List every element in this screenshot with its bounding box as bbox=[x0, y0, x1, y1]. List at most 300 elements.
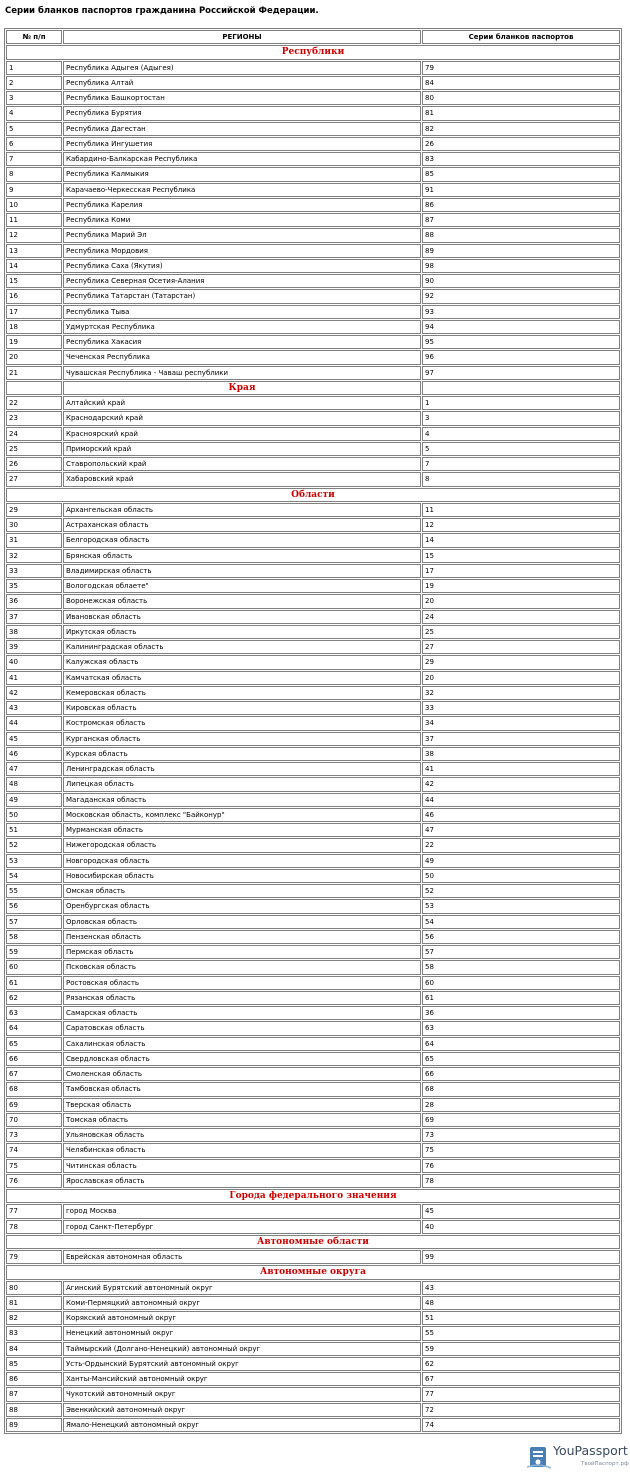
cell-series: 88 bbox=[422, 228, 620, 242]
cell-region: Ямало-Ненецкий автономный округ bbox=[63, 1418, 421, 1432]
header-num: № п/п bbox=[6, 30, 62, 44]
cell-region: Республика Хакасия bbox=[63, 335, 421, 349]
cell-region: Омская область bbox=[63, 884, 421, 898]
cell-region: Иркутская область bbox=[63, 625, 421, 639]
cell-series: 47 bbox=[422, 823, 620, 837]
cell-num: 18 bbox=[6, 320, 62, 334]
cell-series: 66 bbox=[422, 1067, 620, 1081]
cell-region: Курганская область bbox=[63, 732, 421, 746]
cell-num: 61 bbox=[6, 976, 62, 990]
table-row bbox=[6, 1052, 620, 1066]
cell-series: 59 bbox=[422, 1342, 620, 1356]
cell-series: 11 bbox=[422, 503, 620, 517]
cell-num: 23 bbox=[6, 411, 62, 425]
cell-num: 1 bbox=[6, 61, 62, 75]
cell-region: Орловская область bbox=[63, 915, 421, 929]
section-title: Края bbox=[63, 381, 421, 395]
section-title: Автономные округа bbox=[6, 1265, 620, 1279]
cell-num: 86 bbox=[6, 1372, 62, 1386]
table-row bbox=[6, 762, 620, 776]
cell-region: Рязанская область bbox=[63, 991, 421, 1005]
cell-num: 38 bbox=[6, 625, 62, 639]
table-row bbox=[6, 411, 620, 425]
cell-series: 45 bbox=[422, 1204, 620, 1218]
cell-num: 76 bbox=[6, 1174, 62, 1188]
cell-series: 90 bbox=[422, 274, 620, 288]
cell-series: 40 bbox=[422, 1220, 620, 1234]
cell-series: 20 bbox=[422, 671, 620, 685]
table-row bbox=[6, 808, 620, 822]
cell-region: Республика Бурятия bbox=[63, 106, 421, 120]
cell-series: 19 bbox=[422, 579, 620, 593]
cell-region: Республика Алтай bbox=[63, 76, 421, 90]
table-row bbox=[6, 869, 620, 883]
cell-region: Ханты-Мансийский автономный округ bbox=[63, 1372, 421, 1386]
cell-series: 12 bbox=[422, 518, 620, 532]
cell-series: 48 bbox=[422, 1296, 620, 1310]
cell-num: 3 bbox=[6, 91, 62, 105]
table-row bbox=[6, 1311, 620, 1325]
cell-region: Архангельская область bbox=[63, 503, 421, 517]
table-row bbox=[6, 945, 620, 959]
cell-series: 56 bbox=[422, 930, 620, 944]
cell-region: Алтайский край bbox=[63, 396, 421, 410]
cell-region: Кировская область bbox=[63, 701, 421, 715]
passport-logo-icon bbox=[527, 1445, 551, 1475]
section-title: Области bbox=[6, 488, 620, 502]
cell-series: 82 bbox=[422, 122, 620, 136]
page-title: Серии бланков паспортов гражданина Российской Федерации. bbox=[5, 6, 319, 16]
table-row bbox=[6, 884, 620, 898]
cell-region: Читинская область bbox=[63, 1159, 421, 1173]
cell-num: 89 bbox=[6, 1418, 62, 1432]
table-row bbox=[6, 1098, 620, 1112]
cell-series: 78 bbox=[422, 1174, 620, 1188]
table-row bbox=[6, 244, 620, 258]
cell-series: 84 bbox=[422, 76, 620, 90]
cell-region: Республика Калмыкия bbox=[63, 167, 421, 181]
cell-region: Магаданская область bbox=[63, 793, 421, 807]
cell-region: Челябинская область bbox=[63, 1143, 421, 1157]
cell-num: 31 bbox=[6, 533, 62, 547]
table-row bbox=[6, 1067, 620, 1081]
cell-num: 83 bbox=[6, 1326, 62, 1340]
table-row bbox=[6, 213, 620, 227]
table-row bbox=[6, 396, 620, 410]
cell-region: Республика Тыва bbox=[63, 305, 421, 319]
cell-series: 99 bbox=[422, 1250, 620, 1264]
cell-num: 21 bbox=[6, 366, 62, 380]
table-row bbox=[6, 747, 620, 761]
cell-region: Пензенская область bbox=[63, 930, 421, 944]
table-row bbox=[6, 137, 620, 151]
cell-series: 79 bbox=[422, 61, 620, 75]
cell-series: 85 bbox=[422, 167, 620, 181]
cell-series: 26 bbox=[422, 137, 620, 151]
cell-region: Костромская область bbox=[63, 716, 421, 730]
table-row bbox=[6, 167, 620, 181]
table-row bbox=[6, 518, 620, 532]
cell-region: Хабаровский край bbox=[63, 472, 421, 486]
table-row bbox=[6, 564, 620, 578]
cell-num: 51 bbox=[6, 823, 62, 837]
cell-region: Тверская область bbox=[63, 1098, 421, 1112]
cell-region: Ростовская область bbox=[63, 976, 421, 990]
cell-region: Оренбургская область bbox=[63, 899, 421, 913]
table-row bbox=[6, 1082, 620, 1096]
cell-num: 6 bbox=[6, 137, 62, 151]
table-row bbox=[6, 198, 620, 212]
cell-region: Тамбовская область bbox=[63, 1082, 421, 1096]
table-row bbox=[6, 228, 620, 242]
table-row bbox=[6, 991, 620, 1005]
table-row bbox=[6, 701, 620, 715]
cell-series: 20 bbox=[422, 594, 620, 608]
cell-region: Карачаево-Черкесская Республика bbox=[63, 183, 421, 197]
cell-series: 91 bbox=[422, 183, 620, 197]
table-row bbox=[6, 625, 620, 639]
cell-num: 29 bbox=[6, 503, 62, 517]
cell-num: 47 bbox=[6, 762, 62, 776]
cell-num: 66 bbox=[6, 1052, 62, 1066]
table-row bbox=[6, 350, 620, 364]
table-row bbox=[6, 793, 620, 807]
cell-series: 75 bbox=[422, 1143, 620, 1157]
cell-region: Ненецкий автономный округ bbox=[63, 1326, 421, 1340]
cell-series: 93 bbox=[422, 305, 620, 319]
cell-series: 57 bbox=[422, 945, 620, 959]
table-row bbox=[6, 899, 620, 913]
cell-num: 7 bbox=[6, 152, 62, 166]
cell-num: 59 bbox=[6, 945, 62, 959]
cell-series: 97 bbox=[422, 366, 620, 380]
cell-series: 1 bbox=[422, 396, 620, 410]
table-row bbox=[6, 472, 620, 486]
cell-series: 8 bbox=[422, 472, 620, 486]
table-row bbox=[6, 579, 620, 593]
cell-series: 27 bbox=[422, 640, 620, 654]
cell-region: Чеченская Республика bbox=[63, 350, 421, 364]
cell-series: 68 bbox=[422, 1082, 620, 1096]
cell-num: 4 bbox=[6, 106, 62, 120]
cell-region: Самарская область bbox=[63, 1006, 421, 1020]
cell-region: Кабардино-Балкарская Республика bbox=[63, 152, 421, 166]
cell-series: 24 bbox=[422, 610, 620, 624]
cell-region: Республика Дагестан bbox=[63, 122, 421, 136]
cell-region: Приморский край bbox=[63, 442, 421, 456]
cell-region: Ленинградская область bbox=[63, 762, 421, 776]
cell-num: 10 bbox=[6, 198, 62, 212]
section-row bbox=[6, 1189, 620, 1203]
cell-region: Ивановская область bbox=[63, 610, 421, 624]
table-row bbox=[6, 549, 620, 563]
table-row bbox=[6, 655, 620, 669]
cell-num: 73 bbox=[6, 1128, 62, 1142]
cell-region: Камчатская область bbox=[63, 671, 421, 685]
cell-region: Брянская область bbox=[63, 549, 421, 563]
cell-num: 88 bbox=[6, 1403, 62, 1417]
header-region: РЕГИОНЫ bbox=[63, 30, 421, 44]
cell-region: Калужская область bbox=[63, 655, 421, 669]
section-row bbox=[6, 45, 620, 59]
section-spacer-cell bbox=[422, 381, 620, 395]
table-row bbox=[6, 320, 620, 334]
cell-region: Республика Мордовия bbox=[63, 244, 421, 258]
cell-num: 79 bbox=[6, 1250, 62, 1264]
cell-region: Ульяновская область bbox=[63, 1128, 421, 1142]
table-row bbox=[6, 1159, 620, 1173]
table-row bbox=[6, 671, 620, 685]
cell-series: 38 bbox=[422, 747, 620, 761]
cell-region: Таймырский (Долгано-Ненецкий) автономный округ bbox=[63, 1342, 421, 1356]
cell-series: 52 bbox=[422, 884, 620, 898]
table-row bbox=[6, 427, 620, 441]
cell-region: Республика Саха (Якутия) bbox=[63, 259, 421, 273]
cell-region: Нижегородская область bbox=[63, 838, 421, 852]
cell-num: 15 bbox=[6, 274, 62, 288]
header-series: Серии бланков паспортов bbox=[422, 30, 620, 44]
cell-num: 24 bbox=[6, 427, 62, 441]
cell-series: 29 bbox=[422, 655, 620, 669]
cell-num: 63 bbox=[6, 1006, 62, 1020]
section-row bbox=[6, 381, 620, 395]
cell-num: 37 bbox=[6, 610, 62, 624]
cell-num: 14 bbox=[6, 259, 62, 273]
cell-series: 94 bbox=[422, 320, 620, 334]
cell-region: Астраханская область bbox=[63, 518, 421, 532]
cell-region: Усть-Ордынский Бурятский автономный округ bbox=[63, 1357, 421, 1371]
section-spacer-cell bbox=[6, 381, 62, 395]
cell-region: Республика Коми bbox=[63, 213, 421, 227]
cell-num: 58 bbox=[6, 930, 62, 944]
cell-series: 80 bbox=[422, 91, 620, 105]
cell-series: 4 bbox=[422, 427, 620, 441]
table-row bbox=[6, 1357, 620, 1371]
cell-region: Псковская область bbox=[63, 960, 421, 974]
cell-series: 55 bbox=[422, 1326, 620, 1340]
table-row bbox=[6, 152, 620, 166]
cell-region: Агинский Бурятский автономный округ bbox=[63, 1281, 421, 1295]
table-row bbox=[6, 686, 620, 700]
cell-region: Краснодарский край bbox=[63, 411, 421, 425]
cell-series: 42 bbox=[422, 777, 620, 791]
cell-num: 85 bbox=[6, 1357, 62, 1371]
cell-num: 52 bbox=[6, 838, 62, 852]
cell-num: 70 bbox=[6, 1113, 62, 1127]
cell-series: 43 bbox=[422, 1281, 620, 1295]
cell-num: 65 bbox=[6, 1037, 62, 1051]
section-title: Автономные области bbox=[6, 1235, 620, 1249]
cell-region: Мурманская область bbox=[63, 823, 421, 837]
cell-num: 69 bbox=[6, 1098, 62, 1112]
cell-region: Республика Татарстан (Татарстан) bbox=[63, 289, 421, 303]
cell-series: 64 bbox=[422, 1037, 620, 1051]
table-row bbox=[6, 854, 620, 868]
cell-series: 54 bbox=[422, 915, 620, 929]
cell-num: 67 bbox=[6, 1067, 62, 1081]
youpassport-logo bbox=[525, 1442, 629, 1475]
cell-num: 43 bbox=[6, 701, 62, 715]
cell-num: 78 bbox=[6, 1220, 62, 1234]
logo-subtitle: ТвойПаспорт.рф bbox=[581, 1461, 629, 1467]
table-row bbox=[6, 1418, 620, 1432]
table-row bbox=[6, 1387, 620, 1401]
cell-region: Пермская область bbox=[63, 945, 421, 959]
section-title: Города федерального значения bbox=[6, 1189, 620, 1203]
table-row bbox=[6, 976, 620, 990]
cell-series: 86 bbox=[422, 198, 620, 212]
table-body bbox=[6, 45, 620, 1432]
table-row bbox=[6, 533, 620, 547]
cell-num: 48 bbox=[6, 777, 62, 791]
cell-num: 56 bbox=[6, 899, 62, 913]
cell-num: 50 bbox=[6, 808, 62, 822]
cell-series: 49 bbox=[422, 854, 620, 868]
cell-series: 5 bbox=[422, 442, 620, 456]
cell-num: 53 bbox=[6, 854, 62, 868]
cell-region: Владимирская область bbox=[63, 564, 421, 578]
cell-num: 13 bbox=[6, 244, 62, 258]
cell-region: город Санкт-Петербург bbox=[63, 1220, 421, 1234]
table-row bbox=[6, 442, 620, 456]
section-row bbox=[6, 1235, 620, 1249]
cell-region: Сахалинская область bbox=[63, 1037, 421, 1051]
cell-num: 84 bbox=[6, 1342, 62, 1356]
cell-num: 57 bbox=[6, 915, 62, 929]
table-row bbox=[6, 1372, 620, 1386]
cell-region: Республика Карелия bbox=[63, 198, 421, 212]
cell-region: Вологодская облаете" bbox=[63, 579, 421, 593]
cell-series: 81 bbox=[422, 106, 620, 120]
cell-series: 33 bbox=[422, 701, 620, 715]
table-row bbox=[6, 259, 620, 273]
table-row bbox=[6, 1281, 620, 1295]
cell-region: Красноярский край bbox=[63, 427, 421, 441]
table-row bbox=[6, 1174, 620, 1188]
cell-region: Корякский автономный округ bbox=[63, 1311, 421, 1325]
logo-name: YouPassport bbox=[553, 1443, 628, 1458]
cell-series: 58 bbox=[422, 960, 620, 974]
cell-region: Воронежская область bbox=[63, 594, 421, 608]
cell-region: Удмуртская Республика bbox=[63, 320, 421, 334]
cell-series: 7 bbox=[422, 457, 620, 471]
cell-series: 69 bbox=[422, 1113, 620, 1127]
cell-num: 27 bbox=[6, 472, 62, 486]
cell-num: 2 bbox=[6, 76, 62, 90]
table-row bbox=[6, 305, 620, 319]
cell-series: 25 bbox=[422, 625, 620, 639]
cell-series: 53 bbox=[422, 899, 620, 913]
cell-region: Свердловская область bbox=[63, 1052, 421, 1066]
cell-region: Республика Адыгея (Адыгея) bbox=[63, 61, 421, 75]
cell-series: 41 bbox=[422, 762, 620, 776]
cell-num: 77 bbox=[6, 1204, 62, 1218]
cell-region: Кемеровская область bbox=[63, 686, 421, 700]
table-row bbox=[6, 823, 620, 837]
cell-series: 3 bbox=[422, 411, 620, 425]
cell-series: 98 bbox=[422, 259, 620, 273]
cell-num: 36 bbox=[6, 594, 62, 608]
cell-num: 26 bbox=[6, 457, 62, 471]
cell-num: 17 bbox=[6, 305, 62, 319]
cell-series: 44 bbox=[422, 793, 620, 807]
cell-num: 16 bbox=[6, 289, 62, 303]
cell-region: Саратовская область bbox=[63, 1021, 421, 1035]
cell-num: 20 bbox=[6, 350, 62, 364]
cell-num: 8 bbox=[6, 167, 62, 181]
table-header-row bbox=[6, 30, 620, 44]
cell-num: 30 bbox=[6, 518, 62, 532]
cell-num: 68 bbox=[6, 1082, 62, 1096]
cell-region: Республика Башкортостан bbox=[63, 91, 421, 105]
cell-region: Новосибирская область bbox=[63, 869, 421, 883]
table-row bbox=[6, 1296, 620, 1310]
cell-series: 65 bbox=[422, 1052, 620, 1066]
cell-series: 51 bbox=[422, 1311, 620, 1325]
cell-num: 11 bbox=[6, 213, 62, 227]
cell-region: Чукотский автономный округ bbox=[63, 1387, 421, 1401]
cell-num: 22 bbox=[6, 396, 62, 410]
passport-series-table bbox=[4, 28, 622, 1434]
cell-num: 45 bbox=[6, 732, 62, 746]
section-row bbox=[6, 488, 620, 502]
cell-num: 40 bbox=[6, 655, 62, 669]
cell-region: Ярославская область bbox=[63, 1174, 421, 1188]
cell-series: 72 bbox=[422, 1403, 620, 1417]
cell-series: 36 bbox=[422, 1006, 620, 1020]
cell-series: 92 bbox=[422, 289, 620, 303]
cell-region: Московская область, комплекс "Байконур" bbox=[63, 808, 421, 822]
cell-num: 62 bbox=[6, 991, 62, 1005]
cell-series: 63 bbox=[422, 1021, 620, 1035]
table-row bbox=[6, 838, 620, 852]
cell-region: Липецкая область bbox=[63, 777, 421, 791]
cell-num: 54 bbox=[6, 869, 62, 883]
cell-series: 32 bbox=[422, 686, 620, 700]
cell-series: 28 bbox=[422, 1098, 620, 1112]
cell-series: 37 bbox=[422, 732, 620, 746]
cell-region: Белгородская область bbox=[63, 533, 421, 547]
cell-num: 64 bbox=[6, 1021, 62, 1035]
cell-region: Республика Марий Эл bbox=[63, 228, 421, 242]
cell-num: 82 bbox=[6, 1311, 62, 1325]
table-row bbox=[6, 274, 620, 288]
table-row bbox=[6, 1037, 620, 1051]
cell-region: Смоленская область bbox=[63, 1067, 421, 1081]
table-row bbox=[6, 122, 620, 136]
cell-region: Республика Ингушетия bbox=[63, 137, 421, 151]
cell-num: 75 bbox=[6, 1159, 62, 1173]
cell-region: город Москва bbox=[63, 1204, 421, 1218]
table-row bbox=[6, 183, 620, 197]
table-row bbox=[6, 960, 620, 974]
cell-region: Курская область bbox=[63, 747, 421, 761]
table-row bbox=[6, 777, 620, 791]
table-row bbox=[6, 289, 620, 303]
table-row bbox=[6, 61, 620, 75]
table-row bbox=[6, 335, 620, 349]
table-row bbox=[6, 1220, 620, 1234]
cell-series: 77 bbox=[422, 1387, 620, 1401]
table-row bbox=[6, 594, 620, 608]
table-row bbox=[6, 503, 620, 517]
cell-series: 74 bbox=[422, 1418, 620, 1432]
cell-series: 34 bbox=[422, 716, 620, 730]
cell-series: 61 bbox=[422, 991, 620, 1005]
cell-num: 44 bbox=[6, 716, 62, 730]
cell-series: 15 bbox=[422, 549, 620, 563]
table-row bbox=[6, 91, 620, 105]
